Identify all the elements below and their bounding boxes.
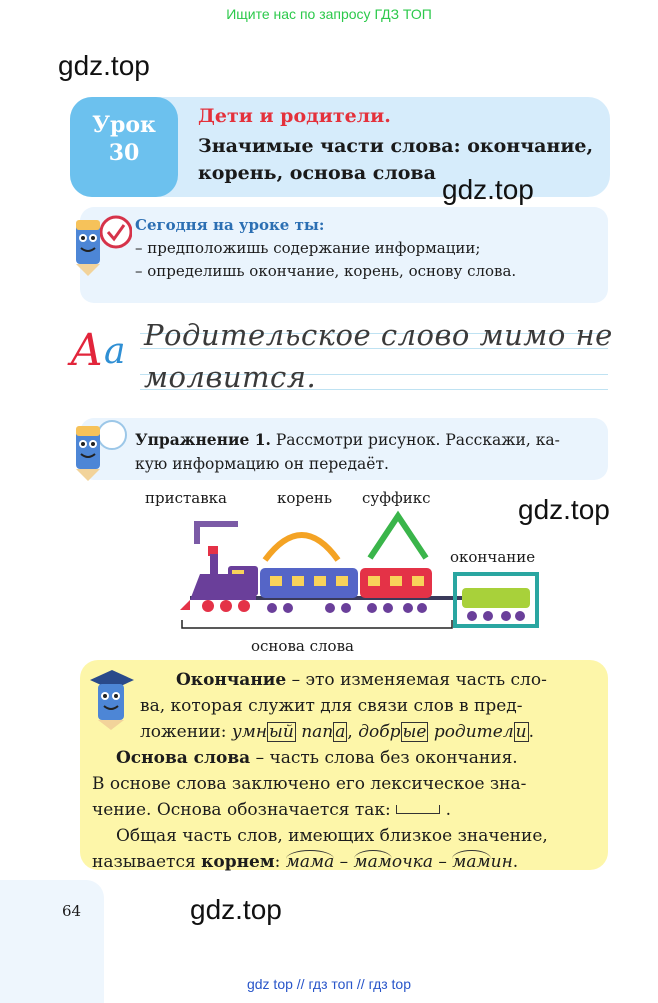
example-stem: умн bbox=[231, 722, 268, 742]
lesson-badge-word: Урок bbox=[92, 112, 156, 138]
label-prefix: приставка bbox=[145, 489, 228, 507]
example-ending: и bbox=[515, 722, 527, 742]
proverb-letter-upper: А bbox=[70, 325, 104, 376]
today-heading: Сегодня на уроке ты: bbox=[135, 216, 325, 234]
rule-text: чение. Основа обозначается так: bbox=[92, 800, 397, 820]
example-word bbox=[358, 722, 428, 742]
lesson-title bbox=[198, 133, 598, 187]
rule-text: , bbox=[347, 722, 353, 742]
rule-line bbox=[176, 667, 658, 693]
train-car-suffix bbox=[360, 568, 432, 613]
exercise-label: Упражнение 1. bbox=[135, 430, 271, 449]
locomotive bbox=[180, 546, 258, 612]
prefix-symbol bbox=[197, 524, 238, 544]
lesson-badge bbox=[70, 97, 178, 197]
root-symbol bbox=[265, 535, 338, 560]
top-note: Ищите нас по запросу ГДЗ ТОП bbox=[226, 6, 432, 22]
rule-text: ложении: bbox=[140, 722, 232, 742]
lesson-title-line: корень, основа слова bbox=[198, 162, 436, 184]
train-car-ending bbox=[462, 588, 530, 621]
label-stem: основа слова bbox=[251, 637, 354, 655]
rule-line bbox=[92, 849, 602, 875]
proverb-line: Родительское слово мимо не bbox=[144, 318, 613, 352]
exercise-text-line: кую информацию он передаёт. bbox=[135, 455, 389, 473]
proverb-line: молвится. bbox=[144, 360, 317, 394]
rule-line: ва, которая служит для связи слов в пред- bbox=[140, 696, 523, 716]
stem-term: Основа слова bbox=[116, 748, 251, 768]
example-ending: ый bbox=[269, 722, 294, 742]
pencil-mascot-icon bbox=[68, 419, 128, 481]
lesson-topic: Дети и родители. bbox=[198, 105, 391, 127]
rule-line bbox=[116, 745, 626, 771]
root-example: мама bbox=[285, 852, 335, 872]
rule-line bbox=[140, 719, 650, 745]
watermark: gdz.top bbox=[58, 50, 150, 81]
example-stem: родител bbox=[433, 722, 514, 742]
rule-text: : bbox=[274, 852, 286, 872]
watermark: gdz.top bbox=[518, 494, 610, 525]
example-stem: добр bbox=[358, 722, 401, 742]
label-root: корень bbox=[277, 489, 333, 507]
rule-text: . bbox=[528, 722, 535, 742]
example-stem: пап bbox=[301, 722, 334, 742]
train-car-root bbox=[260, 568, 358, 613]
root-part: мам bbox=[353, 852, 392, 872]
root-rest: ин bbox=[490, 852, 513, 872]
exercise-text-line: Рассмотри рисунок. Расскажи, ка- bbox=[270, 431, 560, 449]
example-word bbox=[232, 722, 296, 742]
exercise-text bbox=[135, 428, 605, 476]
example-word bbox=[434, 722, 529, 742]
watermark: gdz.top bbox=[442, 174, 534, 205]
today-item: – определишь окончание, корень, основу слова. bbox=[135, 262, 517, 280]
example-ending: ые bbox=[402, 722, 427, 742]
root-example bbox=[354, 852, 433, 872]
ending-term: Окончание bbox=[176, 670, 287, 690]
root-example bbox=[452, 852, 512, 872]
page-number: 64 bbox=[62, 902, 82, 920]
root-rest: очка bbox=[391, 852, 433, 872]
label-ending: окончание bbox=[450, 548, 536, 566]
stem-symbol-icon bbox=[396, 805, 440, 814]
example-word bbox=[301, 722, 347, 742]
example-ending: а bbox=[335, 722, 346, 742]
rule-line: чение. Основа обозначается так: . bbox=[92, 800, 452, 820]
rule-text: – bbox=[432, 852, 453, 872]
rule-text: – часть слова без окончания. bbox=[250, 748, 518, 768]
rule-text: – это изменяемая часть сло- bbox=[286, 670, 547, 690]
today-item: – предположишь содержание информации; bbox=[135, 239, 481, 257]
word-parts-train-diagram bbox=[170, 508, 550, 634]
rule-text: – bbox=[334, 852, 354, 872]
lesson-title-line: Значимые части слова: окончание, bbox=[198, 135, 594, 157]
lesson-badge-number: 30 bbox=[108, 140, 140, 166]
rule-line: В основе слова заключено его лексическое зна- bbox=[92, 774, 527, 794]
pencil-mascot-icon bbox=[66, 212, 132, 276]
pencil-scholar-icon bbox=[86, 668, 136, 730]
proverb-letter-lower: а bbox=[104, 331, 126, 372]
bottom-note: gdz top // гдз топ // гдз top bbox=[246, 976, 412, 992]
rule-text: . bbox=[512, 852, 519, 872]
watermark: gdz.top bbox=[190, 894, 282, 925]
root-part: мам bbox=[452, 852, 491, 872]
root-term: корнем bbox=[201, 852, 275, 872]
rule-line: Общая часть слов, имеющих близкое значение, bbox=[116, 826, 548, 846]
stem-bracket bbox=[182, 620, 452, 628]
rule-text: называется bbox=[92, 852, 202, 872]
suffix-symbol bbox=[370, 516, 426, 558]
label-suffix: суффикс bbox=[362, 489, 431, 507]
